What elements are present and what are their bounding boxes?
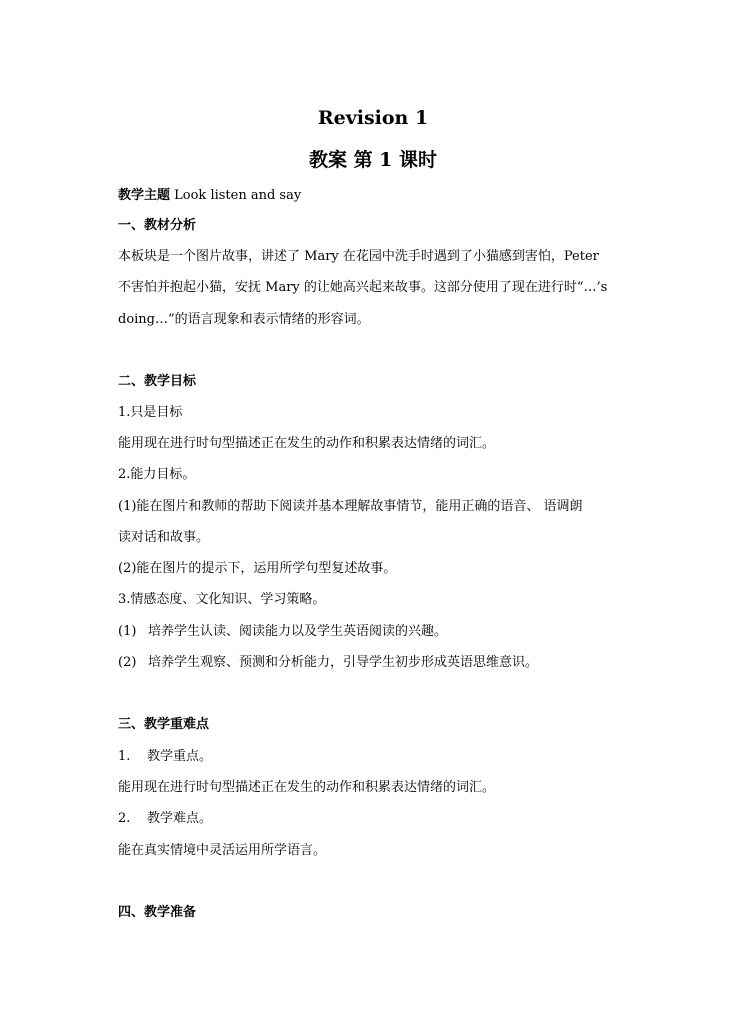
list-text: 教学重点。	[147, 749, 213, 764]
paragraph-line: 不害怕并抱起小猫，安抚 Mary 的让她高兴起来故事。这部分使用了现在进行时“…’s	[118, 280, 608, 295]
list-number: (2)	[118, 655, 137, 670]
list-number: (1)	[118, 624, 137, 639]
goal-emotion-item-2	[118, 654, 638, 672]
goal-ability-item-1-cont: 读对话和故事。	[118, 530, 210, 545]
topic-line	[118, 187, 638, 205]
topic-value: Look listen and say	[170, 188, 302, 203]
list-text: 教学难点。	[147, 811, 213, 826]
paragraph-line: doing…”的语言现象和表示情绪的形容词。	[118, 312, 370, 327]
goal-ability-item-2: (2)能在图片的提示下，运用所学句型复述故事。	[118, 561, 397, 576]
goal-emotion: 3.情感态度、文化知识、学习策略。	[118, 592, 326, 607]
goal-knowledge: 1.只是目标	[118, 405, 183, 420]
section-heading-keypoints: 三、教学重难点	[118, 717, 210, 732]
document-subtitle: 教案 第 1 课时	[308, 149, 438, 171]
goal-knowledge-text: 能用现在进行时句型描述正在发生的动作和积累表达情绪的词汇。	[118, 436, 496, 451]
document-title: Revision 1	[317, 107, 429, 129]
goal-emotion-item-1	[118, 623, 638, 641]
keypoint-1-text: 能用现在进行时句型描述正在发生的动作和积累表达情绪的词汇。	[118, 780, 496, 795]
paragraph-line: 本板块是一个图片故事，讲述了 Mary 在花园中洗手时遇到了小猫感到害怕，Peter	[118, 249, 599, 264]
list-number: 1.	[118, 749, 131, 764]
section-heading-preparation: 四、教学准备	[118, 905, 197, 920]
keypoint-2-text: 能在真实情境中灵活运用所学语言。	[118, 843, 327, 858]
section-heading-analysis: 一、教材分析	[118, 218, 197, 233]
list-text: 培养学生观察、预测和分析能力，引导学生初步形成英语思维意识。	[148, 655, 539, 670]
list-number: 2.	[118, 811, 131, 826]
section-heading-goals: 二、教学目标	[118, 374, 197, 389]
goal-ability-item-1: (1)能在图片和教师的帮助下阅读并基本理解故事情节，能用正确的语音、 语调朗	[118, 499, 583, 514]
goal-ability: 2.能力目标。	[118, 467, 196, 482]
list-text: 培养学生认读、阅读能力以及学生英语阅读的兴趣。	[148, 624, 448, 639]
keypoint-1	[118, 748, 638, 766]
topic-label: 教学主题	[118, 188, 171, 203]
keypoint-2	[118, 810, 638, 828]
